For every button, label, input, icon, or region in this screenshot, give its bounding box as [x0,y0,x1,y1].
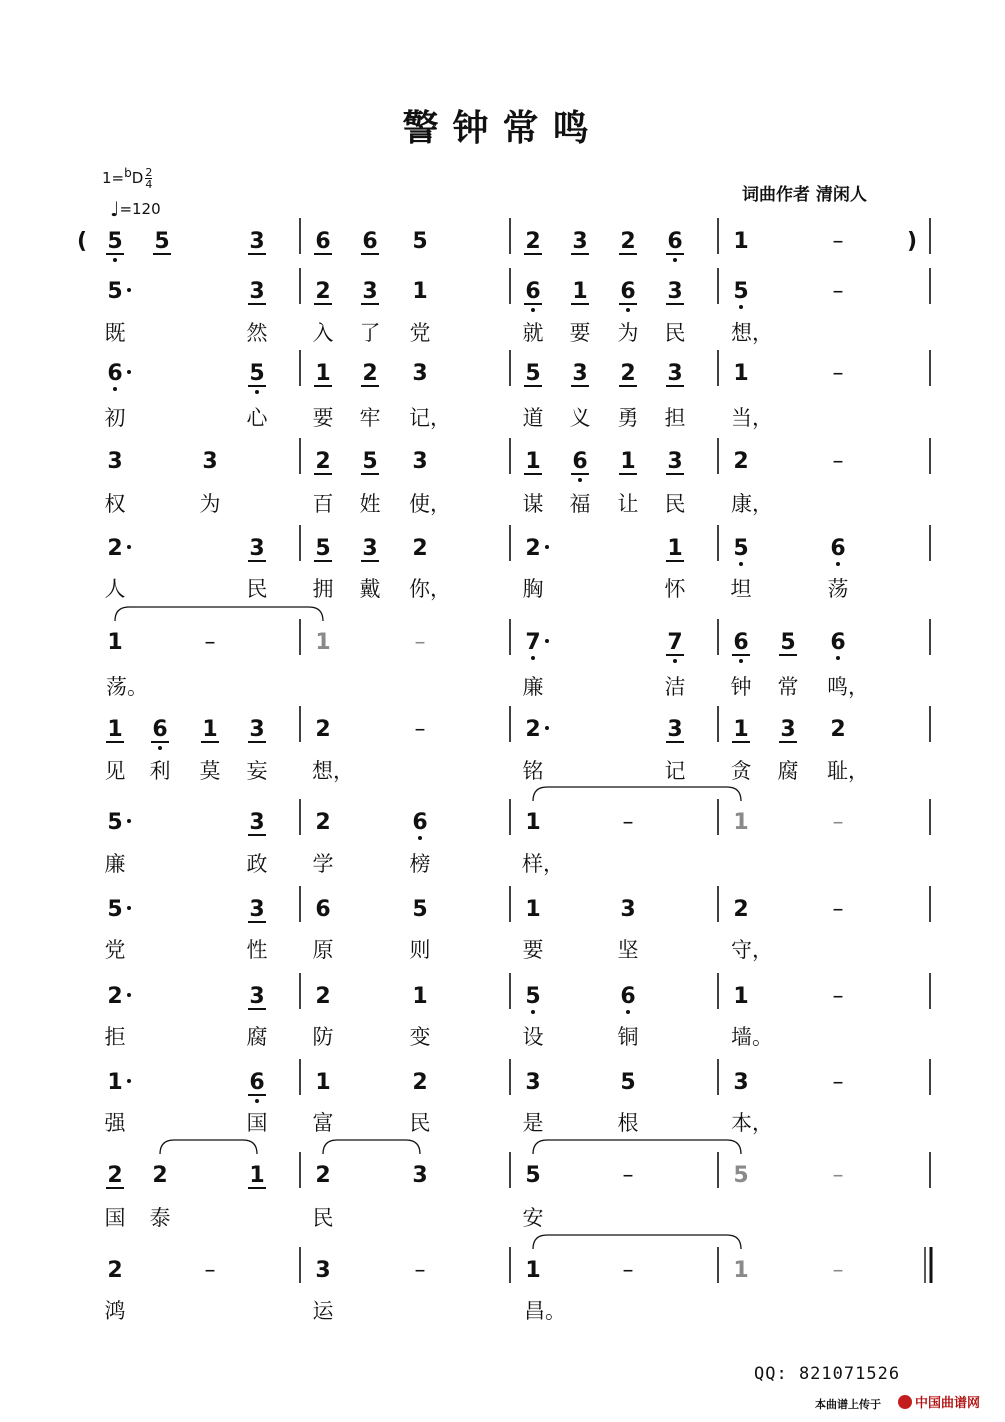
dash-extension: – [832,1258,844,1283]
note: 1 [733,810,749,835]
tie-line [160,1140,257,1154]
note: 5 [107,229,123,254]
note: 2 [315,449,331,474]
dash-extension: – [414,630,426,655]
note: 5 [780,630,796,655]
lyric-word: 牢 [359,406,381,430]
note: 6 [830,630,846,655]
note: 3 [525,1070,541,1095]
lyric-word: 耻， [827,759,869,783]
site-logo-icon [898,1395,912,1409]
lyric-word: 既 [104,321,126,345]
note: 2 [525,717,541,742]
lyric-word: 变 [409,1025,431,1049]
lyric-word: 廉 [522,675,544,699]
lyric-word: 鸣， [827,675,869,699]
note: 5 [315,536,331,561]
note: 6 [620,984,636,1009]
tempo-value: =120 [119,200,161,218]
note: 3 [572,361,588,386]
lyric-word: 坚 [617,938,639,962]
lyric-word: 钟 [730,675,752,699]
note: 5 [412,897,428,922]
note: 6 [620,279,636,304]
lyric-word: 勇 [617,406,639,430]
note: 2 [315,717,331,742]
note: 3 [667,361,683,386]
note: 1 [249,1163,265,1188]
note: 5 [107,810,123,835]
low-octave-dot [673,258,677,262]
note: 1 [572,279,588,304]
low-octave-dot [113,387,117,391]
lyric-word: 墙。 [731,1025,773,1049]
lyric-word: 是 [522,1111,544,1135]
dash-extension: – [204,630,216,655]
lyric-word: 为 [617,321,639,345]
dash-extension: – [832,897,844,922]
repeat-paren: ( [76,229,88,254]
lyric-word: 设 [522,1025,544,1049]
note: 1 [412,984,428,1009]
note: 6 [733,630,749,655]
lyric-word: 就 [522,321,544,345]
time-signature-top: 2 [145,166,153,179]
lyric-word: 根 [617,1111,639,1135]
augmentation-dot [127,819,131,823]
qq-contact: QQ: 821071526 [754,1364,901,1384]
lyric-word: 国 [104,1206,126,1230]
note: 1 [733,717,749,742]
note: 1 [525,897,541,922]
note: 1 [525,449,541,474]
note: 2 [107,536,123,561]
lyric-word: 安 [522,1206,544,1230]
note: 1 [202,717,218,742]
note: 3 [412,449,428,474]
note: 5 [525,984,541,1009]
note: 5 [525,1163,541,1188]
tie-line [533,1140,741,1154]
dash-extension: – [832,810,844,835]
dash-extension: – [832,984,844,1009]
note: 5 [733,1163,749,1188]
lyric-word: 党 [104,938,126,962]
lyric-word: 胸 [522,577,544,601]
dash-extension: – [832,1163,844,1188]
dash-extension: – [414,1258,426,1283]
note: 2 [315,810,331,835]
lyric-word: 腐 [246,1025,268,1049]
note: 2 [315,279,331,304]
lyric-word: 妄 [246,759,268,783]
lyric-word: 使， [409,492,451,516]
lyric-word: 初 [104,406,126,430]
upload-note: 本曲谱上传于 [815,1398,881,1411]
lyric-word: 要 [312,406,334,430]
note: 1 [107,1070,123,1095]
tie-line [533,1235,741,1249]
lyric-word: 贪 [730,759,752,783]
note: 3 [412,1163,428,1188]
site-logo [898,1392,980,1411]
note: 6 [315,229,331,254]
note: 2 [733,449,749,474]
note: 1 [733,361,749,386]
note: 1 [107,630,123,655]
note: 6 [362,229,378,254]
augmentation-dot [127,1079,131,1083]
note: 3 [362,279,378,304]
lyric-word: 心 [246,406,268,430]
tie-line [533,787,741,801]
lyric-word: 福 [569,492,591,516]
note: 2 [315,1163,331,1188]
augmentation-dot [127,906,131,910]
note: 6 [107,361,123,386]
note: 6 [315,897,331,922]
lyric-word: 人 [104,577,126,601]
lyric-word: 样， [522,852,564,876]
note: 2 [620,361,636,386]
dash-extension: – [832,279,844,304]
lyric-word: 常 [777,675,799,699]
note: 3 [412,361,428,386]
lyric-word: 昌。 [524,1299,566,1323]
note: 2 [525,536,541,561]
low-octave-dot [113,258,117,262]
augmentation-dot [545,545,549,549]
augmentation-dot [545,726,549,730]
lyric-word: 则 [409,938,431,962]
note: 2 [107,1163,123,1188]
key-tonic: D [131,169,144,187]
lyric-word: 要 [522,938,544,962]
lyric-word: 运 [312,1299,334,1323]
lyric-word: 坦 [730,577,752,601]
note: 1 [525,1258,541,1283]
lyric-word: 康， [731,492,773,516]
lyric-word: 学 [312,852,334,876]
note: 5 [620,1070,636,1095]
note: 2 [525,229,541,254]
dash-extension: – [832,361,844,386]
dash-extension: – [414,717,426,742]
lyric-word: 民 [664,321,686,345]
dash-extension: – [832,449,844,474]
lyric-word: 让 [617,492,639,516]
lyric-word: 想， [731,321,773,345]
lyric-word: 你， [409,577,451,601]
lyric-word: 拥 [312,577,334,601]
augmentation-dot [127,288,131,292]
low-octave-dot [739,562,743,566]
note: 1 [525,810,541,835]
note: 3 [202,449,218,474]
note: 3 [780,717,796,742]
note: 6 [830,536,846,561]
note: 2 [362,361,378,386]
note: 2 [412,1070,428,1095]
low-octave-dot [531,308,535,312]
note: 5 [249,361,265,386]
lyric-word: 百 [312,492,334,516]
lyric-word: 国 [246,1111,268,1135]
augmentation-dot [127,545,131,549]
note: 2 [107,984,123,1009]
note: 3 [249,279,265,304]
lyric-word: 想， [312,759,354,783]
lyric-word: 了 [359,321,381,345]
lyric-word: 防 [312,1025,334,1049]
low-octave-dot [626,308,630,312]
lyric-word: 道 [522,406,544,430]
note: 5 [733,279,749,304]
low-octave-dot [739,305,743,309]
note: 6 [667,229,683,254]
note: 3 [249,984,265,1009]
lyric-word: 性 [246,938,268,962]
song-title: 警钟常鸣 [402,108,603,149]
low-octave-dot [626,1010,630,1014]
lyric-word: 富 [312,1111,334,1135]
low-octave-dot [418,836,422,840]
dash-extension: – [622,810,634,835]
note: 7 [667,630,683,655]
lyric-word: 政 [246,852,268,876]
lyric-word: 榜 [409,852,431,876]
note: 3 [667,717,683,742]
note: 2 [620,229,636,254]
note: 2 [830,717,846,742]
quarter-note-icon: ♩ [110,197,120,221]
note: 5 [733,536,749,561]
augmentation-dot [127,370,131,374]
dash-extension: – [204,1258,216,1283]
note: 1 [667,536,683,561]
lyric-word: 鸿 [104,1299,126,1323]
lyric-word: 守， [731,938,773,962]
note: 3 [572,229,588,254]
lyric-word: 腐 [777,759,799,783]
note: 1 [733,229,749,254]
lyric-word: 民 [312,1206,334,1230]
note: 3 [249,536,265,561]
low-octave-dot [739,659,743,663]
author-credit: 词曲作者 清闲人 [742,185,867,205]
low-octave-dot [158,746,162,750]
lyric-word: 戴 [359,577,381,601]
low-octave-dot [836,562,840,566]
low-octave-dot [836,656,840,660]
lyric-word: 权 [104,492,126,516]
key-prefix: 1= [102,169,125,187]
note: 3 [362,536,378,561]
note: 3 [107,449,123,474]
lyric-word: 民 [246,577,268,601]
note: 5 [525,361,541,386]
note: 2 [412,536,428,561]
lyric-word: 荡。 [106,675,148,699]
note: 7 [525,630,541,655]
note: 1 [733,1258,749,1283]
repeat-paren: ) [906,229,918,254]
note: 2 [107,1258,123,1283]
note: 2 [152,1163,168,1188]
note: 1 [315,361,331,386]
lyric-word: 义 [569,406,591,430]
lyric-word: 民 [664,492,686,516]
lyric-word: 民 [409,1111,431,1135]
note: 6 [572,449,588,474]
tie-line [115,607,323,621]
note: 5 [362,449,378,474]
lyric-word: 要 [569,321,591,345]
lyric-word: 廉 [104,852,126,876]
note: 3 [315,1258,331,1283]
note: 2 [733,897,749,922]
note: 1 [315,630,331,655]
lyric-word: 担 [664,406,686,430]
low-octave-dot [531,656,535,660]
lyric-word: 怀 [664,577,686,601]
note: 3 [249,897,265,922]
lyric-word: 本， [731,1111,773,1135]
note: 1 [412,279,428,304]
site-name: 中国曲谱网 [915,1396,981,1411]
lyric-word: 铜 [617,1025,639,1049]
lyric-word: 然 [246,321,268,345]
augmentation-dot [127,993,131,997]
low-octave-dot [255,1099,259,1103]
dash-extension: – [832,1070,844,1095]
lyric-word: 利 [149,759,171,783]
low-octave-dot [531,1010,535,1014]
note: 6 [525,279,541,304]
note: 5 [107,279,123,304]
lyric-word: 莫 [199,759,221,783]
flat-sign: b [124,166,132,180]
note: 1 [733,984,749,1009]
time-signature-bottom: 4 [145,178,153,191]
note: 5 [154,229,170,254]
lyric-word: 铭 [522,759,544,783]
note: 3 [620,897,636,922]
note: 6 [249,1070,265,1095]
lyric-word: 荡 [827,577,849,601]
lyric-word: 拒 [104,1025,126,1049]
lyric-word: 记， [409,406,451,430]
note: 2 [315,984,331,1009]
lyric-word: 见 [104,759,126,783]
note: 1 [315,1070,331,1095]
lyric-word: 洁 [664,675,686,699]
lyric-word: 入 [312,321,334,345]
low-octave-dot [255,390,259,394]
low-octave-dot [673,659,677,663]
note: 6 [152,717,168,742]
note: 5 [412,229,428,254]
lyric-word: 党 [409,321,431,345]
note: 3 [667,449,683,474]
lyric-word: 为 [199,492,221,516]
note: 3 [249,810,265,835]
dash-extension: – [832,229,844,254]
note: 5 [107,897,123,922]
lyric-word: 原 [312,938,334,962]
note: 1 [620,449,636,474]
dash-extension: – [622,1163,634,1188]
dash-extension: – [622,1258,634,1283]
lyric-word: 强 [104,1111,126,1135]
note: 3 [733,1070,749,1095]
tie-line [323,1140,420,1154]
augmentation-dot [545,639,549,643]
lyric-word: 泰 [149,1206,171,1230]
note: 6 [412,810,428,835]
lyric-word: 记 [664,759,686,783]
lyric-word: 姓 [359,492,381,516]
note: 3 [249,717,265,742]
note: 1 [107,717,123,742]
low-octave-dot [578,478,582,482]
lyric-word: 当， [731,406,773,430]
note: 3 [249,229,265,254]
note: 3 [667,279,683,304]
lyric-word: 谋 [522,492,544,516]
